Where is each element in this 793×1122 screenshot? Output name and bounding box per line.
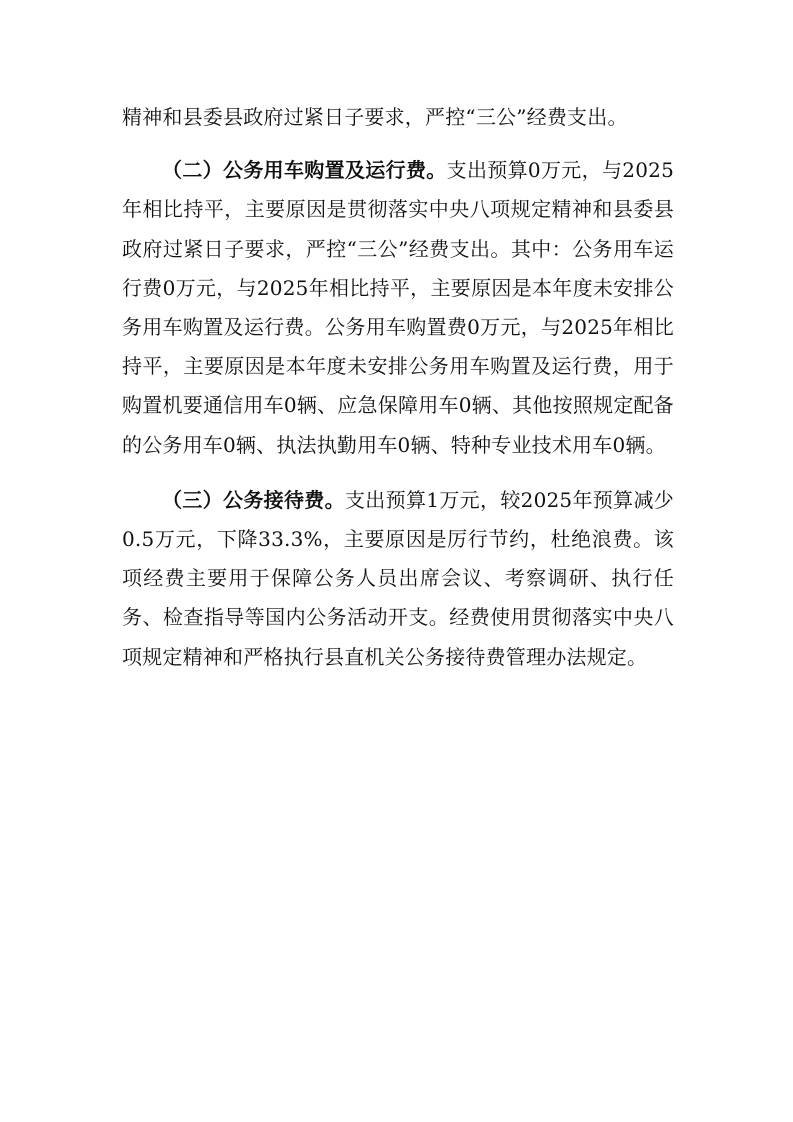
- paragraph-reception-expenses: [122, 481, 674, 677]
- section-heading-reception: （三）公务接待费。: [162, 487, 345, 512]
- paragraph-text: 支出预算0万元，与2025年相比持平，主要原因是贯彻落实中央八项规定精神和县委县政府过紧日子要求，严控“三公”经费支出。其中：公务用车运行费0万元，与2025年相比持平，主要原因是本年度未安排公务用车购置及运行费。公务用车购置费0万元，与2025年相比持平，主要原因是本年度未安排公务用车购置及运行费，用于购置机要通信用车0辆、应急保障用车0辆、其他按照规定配备的公务用车0辆、执法执勤用车0辆、特种专业技术用车0辆。: [122, 158, 674, 457]
- paragraph-vehicle-expenses: [122, 151, 674, 465]
- paragraph-continuation: [122, 98, 674, 137]
- section-heading-vehicle: （二）公务用车购置及运行费。: [162, 158, 447, 183]
- document-body: [122, 98, 674, 677]
- paragraph-text: 精神和县委县政府过紧日子要求，严控“三公”经费支出。: [122, 105, 628, 129]
- paragraph-text: 支出预算1万元，较2025年预算减少0.5万元，下降33.3%，主要原因是厉行节约，杜绝浪费。该项经费主要用于保障公务人员出席会议、考察调研、执行任务、检查指导等国内公务活动开支。经费使用贯彻落实中央八项规定精神和严格执行县直机关公务接待费管理办法规定。: [122, 487, 674, 669]
